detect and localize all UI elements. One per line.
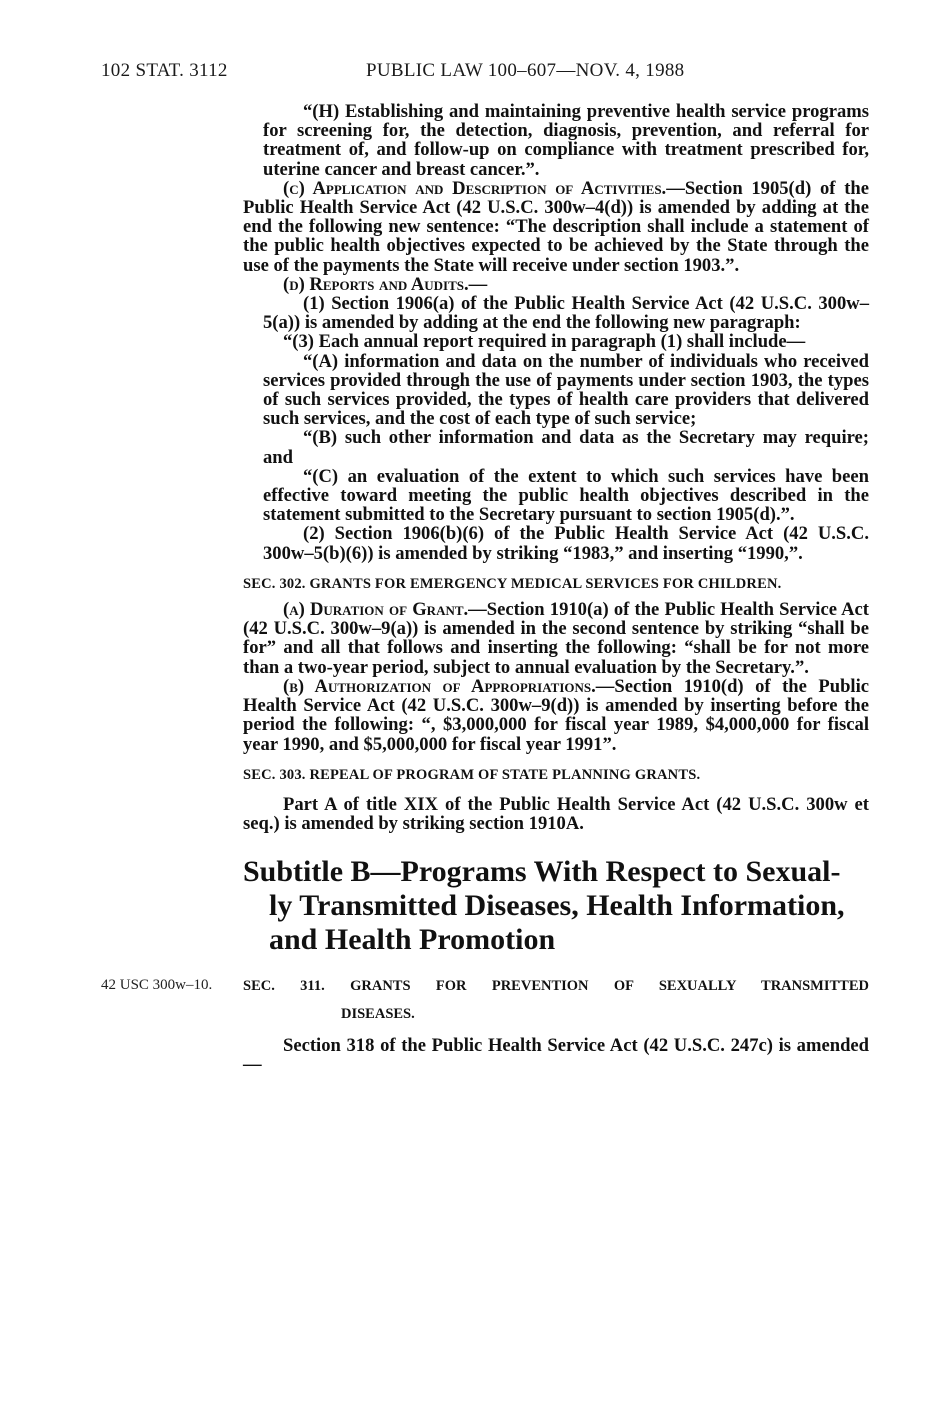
section-311-title-line-1: SEC. 311. GRANTS FOR PREVENTION OF SEXUALLY TRANSMITTED (243, 978, 869, 995)
page-header (101, 60, 881, 88)
subtitle-b-heading (243, 855, 869, 957)
section-302-a-text: —Section 1910(a) of the Public Health Service Act (42 U.S.C. 300w–9(a)) is amended in the second sentence by striking “shall be for” and all that follows and inserting the following: “shall be for not more than a two-year period, subject to annual evaluation by the Secretary.”. (243, 599, 869, 678)
subparagraph-a: “(A) information and data on the number of individuals who received services provided through the use of payments under section 1903, the types of such services provided, the types of health care providers that delivered such services, and the cost of each type of such service; (263, 350, 869, 430)
subsection-c (243, 179, 869, 275)
document-body (243, 102, 869, 1074)
subparagraph-c: “(C) an evaluation of the extent to which such services have been effective toward meeting the public health objectives described in the statement submitted to the Secretary pursuant to section 1905(d).”. (263, 465, 869, 526)
subtitle-line-2: ly Transmitted Diseases, Health Information, (269, 889, 845, 923)
margin-note-usc: 42 USC 300w–10. (101, 977, 213, 993)
section-303-title: SEC. 303. REPEAL OF PROGRAM OF STATE PLANNING GRANTS. (243, 766, 701, 783)
subsection-d (243, 275, 869, 294)
section-302-a (243, 600, 869, 677)
subparagraph-b: “(B) such other information and data as the Secretary may require; and (263, 427, 869, 468)
statute-citation: 102 STAT. 3112 (101, 60, 228, 81)
subsection-d-dash: — (468, 273, 488, 295)
subsection-c-text: —Section 1905(d) of the Public Health Service Act (42 U.S.C. 300w–4(d)) is amended by adding at the end the following new sentence: “The description shall include a statement of the public health objectives expected to be achieved by the State through the use of the payments the State will receive under section 1903.”. (243, 177, 869, 276)
subsection-c-heading: (c) Application and Description of Activities. (283, 177, 667, 199)
section-302-b (243, 677, 869, 754)
section-311-title-line-2: DISEASES. (341, 1005, 415, 1022)
section-302-b-text: —Section 1910(d) of the Public Health Service Act (42 U.S.C. 300w–9(d)) is amended by inserting before the period the following: “, $3,000,000 for fiscal year 1989, $4,000,000 for fiscal year 1990, and $5,000,000 for fiscal year 1991”. (243, 675, 869, 755)
subsection-d-heading: (d) Reports and Audits. (283, 273, 469, 295)
section-311-text: Section 318 of the Public Health Service Act (42 U.S.C. 247c) is amended— (243, 1034, 869, 1075)
subtitle-line-1: Subtitle B—Programs With Respect to Sexual- (243, 855, 841, 889)
subsection-d-2: (2) Section 1906(b)(6) of the Public Health Service Act (42 U.S.C. 300w–5(b)(6)) is amended by striking “1983,” and inserting “1990,”. (263, 523, 869, 564)
subsection-d-1: (1) Section 1906(a) of the Public Health Service Act (42 U.S.C. 300w–5(a)) is amended by adding at the end the following new paragraph: (263, 293, 869, 334)
paragraph-3: “(3) Each annual report required in paragraph (1) shall include— (283, 331, 806, 353)
section-302-a-heading: (a) Duration of Grant. (283, 599, 469, 621)
section-302-b-heading: (b) Authorization of Appropriations. (283, 675, 596, 697)
subtitle-line-3: and Health Promotion (269, 923, 556, 957)
section-303-text: Part A of title XIX of the Public Health Service Act (42 U.S.C. 300w et seq.) is amended by striking section 1910A. (243, 793, 869, 835)
paragraph-h: “(H) Establishing and maintaining preventive health service programs for screening for, the detection, diagnosis, prevention, and referral for treatment of, and follow-up on compliance with treatment prescribed for, uterine cancer and breast cancer.”. (263, 101, 869, 180)
section-302-title: SEC. 302. GRANTS FOR EMERGENCY MEDICAL SERVICES FOR CHILDREN. (243, 575, 782, 592)
public-law-citation: PUBLIC LAW 100–607—NOV. 4, 1988 (366, 60, 685, 81)
